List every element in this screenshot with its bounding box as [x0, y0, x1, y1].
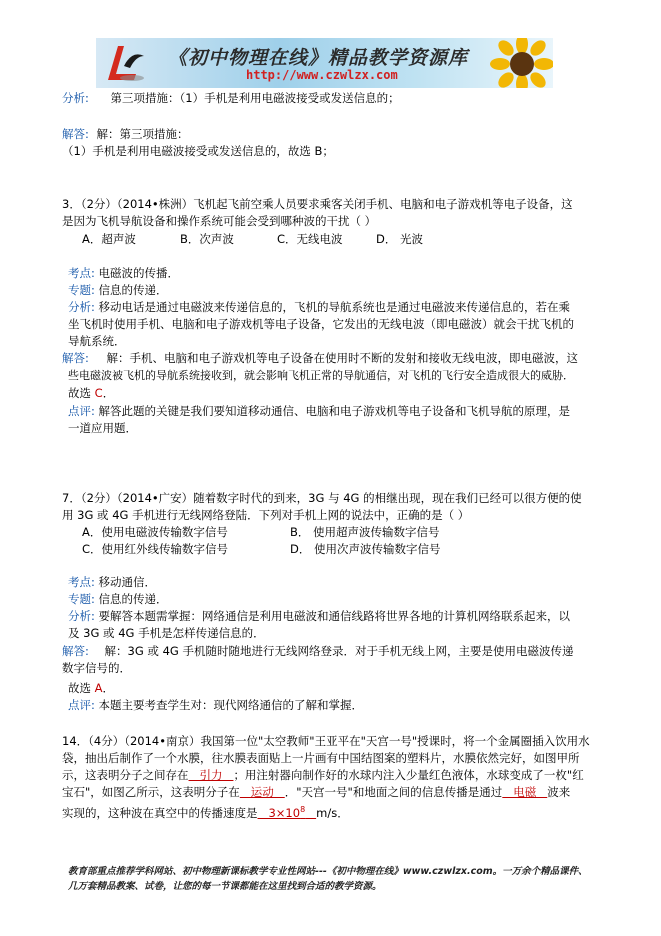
prev-answer-line-2: （1）手机是利用电磁波接受或发送信息的，故选 B； [62, 144, 334, 158]
q7-stem-line-2: 用 3G 或 4G 手机进行无线网络登陆．下列对手机上网的说法中，正确的是（ ） [62, 508, 470, 522]
q7-fenxi-line-2: 及 3G 或 4G 手机是怎样传递信息的． [68, 626, 265, 640]
sunflower-icon [487, 38, 553, 88]
q3-jieda-line-1 [62, 350, 578, 367]
q3-fenxi-text-1: 移动电话是通过电磁波来传递信息的，飞机的导航系统也是通过电磁波来传递信息的，若在乘 [98, 300, 571, 314]
label-fenxi: 分析: [68, 609, 95, 623]
q7-jieda-line-1 [62, 643, 573, 660]
q14-line-4 [62, 784, 570, 801]
q7-option-a: A．使用电磁波传输数字信号 [82, 525, 228, 539]
q7-choose-prefix: 故选 [68, 681, 95, 695]
q7-jieda-text-1: 解：3G 或 4G 手机随时随地进行无线网络登录．对于手机无线上网，主要是使用电磁波传递 [104, 644, 574, 658]
q3-option-d: D． 光波 [376, 232, 424, 246]
label-zhuanti: 专题: [68, 592, 95, 606]
q3-fenxi-line-3: 导航系统． [68, 334, 126, 348]
q3-zhuanti-text: 信息的传递． [98, 283, 168, 297]
q7-zhuanti-text: 信息的传递． [98, 592, 168, 606]
q7-dianping-text-1: 本题主要考查学生对：现代网络通信的了解和掌握． [98, 698, 364, 712]
q14-blank-4-base: 3×10 [257, 805, 301, 820]
label-answer: 解答: [62, 127, 89, 141]
q14-line-5-post: m/s． [316, 805, 349, 820]
q14-blank-2: 运动 [239, 785, 285, 799]
q3-stem-line-2: 是因为飞机导航设备和操作系统可能会受到哪种波的干扰（ ） [62, 214, 377, 228]
q3-dianping-line-2: 一道应用题． [68, 421, 137, 435]
q7-option-d: D． 使用次声波传输数字信号 [290, 542, 441, 556]
q3-zhuanti [68, 282, 168, 299]
q3-fenxi-line-1 [68, 299, 570, 316]
q7-dianping-line-1 [68, 697, 363, 714]
q14-line-3 [62, 767, 584, 784]
q14-line-1: 14．（4分）（2014•南京）我国第一位"太空教师"王亚平在"天宫一号"授课时，将一个金属圈插入饮用水 [62, 734, 590, 748]
q7-fenxi-line-1 [68, 608, 570, 625]
page-footer [68, 864, 608, 894]
q7-answer-letter: A [94, 681, 103, 695]
q14-line-5-pre: 实现的，这种波在真空中的传播速度是 [62, 805, 258, 820]
q14-blank-3: 电磁 [502, 785, 548, 799]
q14-line-5 [62, 801, 349, 822]
q14-blank-4-tail [305, 806, 316, 820]
q7-kaodian-text: 移动通信． [98, 575, 157, 589]
q3-fenxi-line-2: 坐飞机时使用手机、电脑和电子游戏机等电子设备，它发出的无线电波（即电磁波）就会干扰飞机的 [68, 317, 574, 331]
q7-choose-suffix: ． [102, 681, 115, 695]
prev-analysis-text: 第三项措施：（1）手机是利用电磁波接受或发送信息的； [110, 91, 400, 105]
q3-stem-line-1: 3．（2分）（2014•株洲）飞机起飞前空乘人员要求乘客关闭手机、电脑和电子游戏机等电子设备，这 [62, 197, 573, 211]
q3-jieda-line-2: 些电磁波被飞机的导航系统接收到，就会影响飞机正常的导航通信，对飞机的飞行安全造成很大的威胁． [68, 369, 574, 382]
q7-jieda-line-3 [68, 680, 114, 697]
label-zhuanti: 专题: [68, 283, 95, 297]
footer-line-2: 几万套精品教案、试卷，让您的每一节课都能在这里找到合适的教学资源。 [68, 881, 382, 892]
label-jieda: 解答: [62, 351, 89, 365]
label-kaodian: 考点: [68, 575, 95, 589]
q7-fenxi-text-1: 要解答本题需掌握：网络通信是利用电磁波和通信线路将世界各地的计算机网络联系起来，以 [98, 609, 571, 623]
q14-blank-1: 引力 [188, 768, 234, 782]
q7-stem-line-1: 7．（2分）（2014•广安）随着数字时代的到来，3G 与 4G 的相继出现，现在我们已经可以很方便的使 [62, 491, 582, 505]
footer-line-1: 教育部重点推荐学科网站、初中物理新课标教学专业性网站---《初中物理在线》www.czwlzx.com。一万余个精品课件、 [68, 866, 588, 877]
label-dianping: 点评: [68, 698, 95, 712]
q7-jieda-line-2: 数字信号的． [62, 661, 131, 675]
q14-line-3-pre: 示，这表明分子之间存在 [62, 768, 189, 782]
q3-choose-suffix: ． [102, 386, 115, 400]
q3-jieda-text-1: 解：手机、电脑和电子游戏机等电子设备在使用时不断的发射和接收无线电波，即电磁波，这 [106, 351, 579, 365]
q14-line-4-pre: 宝石"，如图乙所示，这表明分子在 [62, 785, 240, 799]
label-fenxi: 分析: [68, 300, 95, 314]
prev-answer-line-1 [62, 126, 189, 143]
label-analysis: 分析: [62, 91, 89, 105]
q3-jieda-line-3 [68, 385, 114, 402]
label-kaodian: 考点: [68, 266, 95, 280]
q14-line-3-post: ；用注射器向制作好的水球内注入少量红色液体，水球变成了一枚"红 [233, 768, 584, 782]
site-logo-icon [102, 42, 146, 84]
banner-title: 《初中物理在线》精品教学资源库 [168, 47, 469, 69]
q3-option-c: C．无线电波 [277, 232, 343, 246]
q14-line-2: 袋，抽出后制作了一个水膜，往水膜表面贴上一片画有中国结图案的塑料片，水膜依然完好，如图甲所 [62, 751, 580, 765]
q3-kaodian [68, 265, 179, 282]
q14-line-4-mid: ．"天宫一号"和地面之间的信息传播是通过 [284, 785, 503, 799]
banner-url: http://www.czwlzx.com [246, 68, 398, 82]
q3-dianping-line-1 [68, 403, 570, 420]
q3-dianping-text-1: 解答此题的关键是我们要知道移动通信、电脑和电子游戏机等电子设备和飞机导航的原理，是 [98, 404, 571, 418]
q7-zhuanti [68, 591, 168, 608]
q3-answer-letter: C [94, 386, 103, 400]
label-dianping: 点评: [68, 404, 95, 418]
q7-kaodian [68, 574, 156, 591]
q7-option-b: B． 使用超声波传输数字信号 [290, 525, 440, 539]
q14-line-4-post: 波来 [547, 785, 571, 799]
q3-kaodian-text: 电磁波的传播． [98, 266, 180, 280]
header-banner [96, 38, 553, 88]
q14-blank-4 [258, 806, 317, 820]
q7-option-c: C．使用红外线传输数字信号 [82, 542, 229, 556]
prev-analysis [62, 90, 400, 107]
q14-blank-4-exponent: 8 [300, 805, 306, 814]
q3-option-b: B．次声波 [180, 232, 234, 246]
q3-choose-prefix: 故选 [68, 386, 95, 400]
prev-answer-text-1: 解：第三项措施： [96, 127, 189, 141]
q3-option-a: A．超声波 [82, 232, 136, 246]
label-jieda: 解答: [62, 644, 89, 658]
